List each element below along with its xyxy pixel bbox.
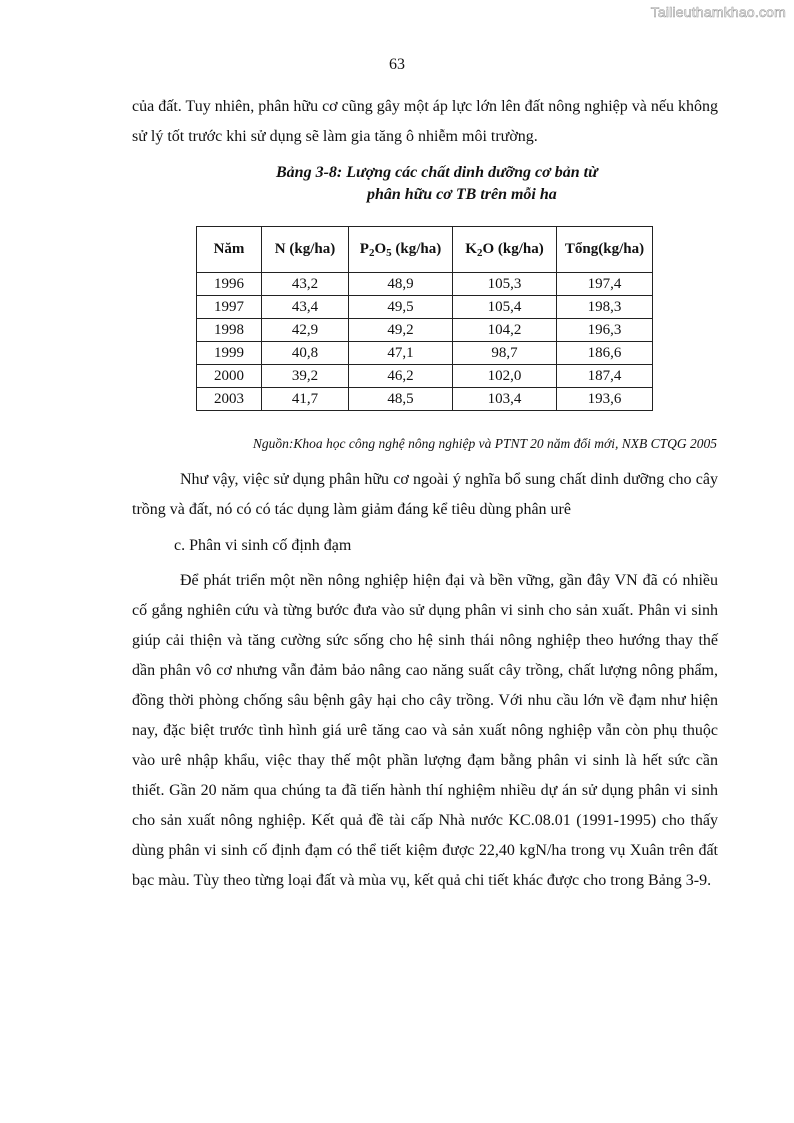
cell-k2o: 103,4 (453, 388, 557, 411)
cell-n: 43,4 (262, 296, 349, 319)
table-row (197, 342, 653, 365)
cell-p2o5: 49,5 (349, 296, 453, 319)
cell-k2o: 98,7 (453, 342, 557, 365)
header-n: N (kg/ha) (262, 227, 349, 273)
intro-paragraph: của đất. Tuy nhiên, phân hữu cơ cũng gây một áp lực lớn lên đất nông nghiệp và nếu không sử lý tốt trước khi sử dụng sẽ làm gia tăng ô nhiễm môi trường. (132, 98, 718, 145)
cell-k2o: 105,3 (453, 273, 557, 296)
header-p2o5: $P_2O_5$ (kg/ha) (349, 227, 453, 273)
cell-year: 2000 (197, 365, 262, 388)
section-heading: c. Phân vi sinh cố định đạm (174, 537, 352, 554)
table-row (197, 296, 653, 319)
table-row (197, 388, 653, 411)
cell-n: 40,8 (262, 342, 349, 365)
table-header-row (197, 227, 653, 273)
table-row (197, 365, 653, 388)
cell-total: 196,3 (557, 319, 653, 342)
cell-n: 42,9 (262, 319, 349, 342)
cell-k2o: 104,2 (453, 319, 557, 342)
table-caption-line1: Bảng 3-8: Lượng các chất dinh dưỡng cơ bản từ (276, 164, 598, 181)
nutrient-table (196, 226, 653, 411)
paragraph-microbial-fertilizer: Để phát triển một nền nông nghiệp hiện đại và bền vững, gần đây VN đã có nhiều cố gắng nghiên cứu và từng bước đưa vào sử dụng phân vi sinh cho sản xuất. Phân vi sinh giúp cải thiện và tăng cường sức sống cho hệ sinh thái nông nghiệp theo hướng thay thế dần phân vô cơ nhưng vẫn đảm bảo nâng cao năng suất cây trồng, chất lượng nông phẩm, đồng thời phòng chống sâu bệnh gây hại cho cây trồng. Với nhu cầu lớn về đạm như hiện nay, đặc biệt trước tình hình giá urê tăng cao và sản xuất nông nghiệp vẫn còn phụ thuộc vào urê nhập khẩu, việc thay thế một phần lượng đạm bằng phân vi sinh là hết sức cần thiết. Gần 20 năm qua chúng ta đã tiến hành thí nghiệm nhiều dự án sử dụng phân vi sinh cho sản xuất nông nghiệp. Kết quả đề tài cấp Nhà nước KC.08.01 (1991-1995) cho thấy dùng phân vi sinh cố định đạm có thể tiết kiệm được 22,40 kgN/ha trong vụ Xuân trên đất bạc màu. Tùy theo từng loại đất và mùa vụ, kết quả chi tiết khác được cho trong Bảng 3-9. (132, 572, 718, 889)
paragraph-urea-reduction: Như vậy, việc sử dụng phân hữu cơ ngoài ý nghĩa bổ sung chất dinh dưỡng cho cây trồng và đất, nó có có tác dụng làm giảm đáng kể tiêu dùng phân urê (132, 471, 718, 518)
header-k2o: $K_2O$ (kg/ha) (453, 227, 557, 273)
table-row (197, 273, 653, 296)
cell-k2o: 102,0 (453, 365, 557, 388)
cell-total: 193,6 (557, 388, 653, 411)
cell-n: 43,2 (262, 273, 349, 296)
cell-n: 39,2 (262, 365, 349, 388)
table-source-note: Nguồn:Khoa học công nghệ nông nghiệp và PTNT 20 năm đổi mới, NXB CTQG 2005 (252, 436, 717, 451)
cell-k2o: 105,4 (453, 296, 557, 319)
cell-total: 197,4 (557, 273, 653, 296)
cell-total: 186,6 (557, 342, 653, 365)
cell-p2o5: 48,5 (349, 388, 453, 411)
cell-p2o5: 48,9 (349, 273, 453, 296)
header-year: Năm (197, 227, 262, 273)
cell-year: 1998 (197, 319, 262, 342)
table-caption-line2: phân hữu cơ TB trên mỗi ha (367, 186, 557, 203)
cell-n: 41,7 (262, 388, 349, 411)
header-total: Tổng(kg/ha) (557, 227, 653, 273)
cell-year: 1999 (197, 342, 262, 365)
cell-total: 198,3 (557, 296, 653, 319)
table-row (197, 319, 653, 342)
watermark: Tailieuthamkhao.com (650, 4, 786, 20)
cell-p2o5: 49,2 (349, 319, 453, 342)
cell-year: 1997 (197, 296, 262, 319)
cell-year: 1996 (197, 273, 262, 296)
cell-year: 2003 (197, 388, 262, 411)
page-number: 63 (389, 56, 405, 73)
cell-total: 187,4 (557, 365, 653, 388)
cell-p2o5: 46,2 (349, 365, 453, 388)
cell-p2o5: 47,1 (349, 342, 453, 365)
